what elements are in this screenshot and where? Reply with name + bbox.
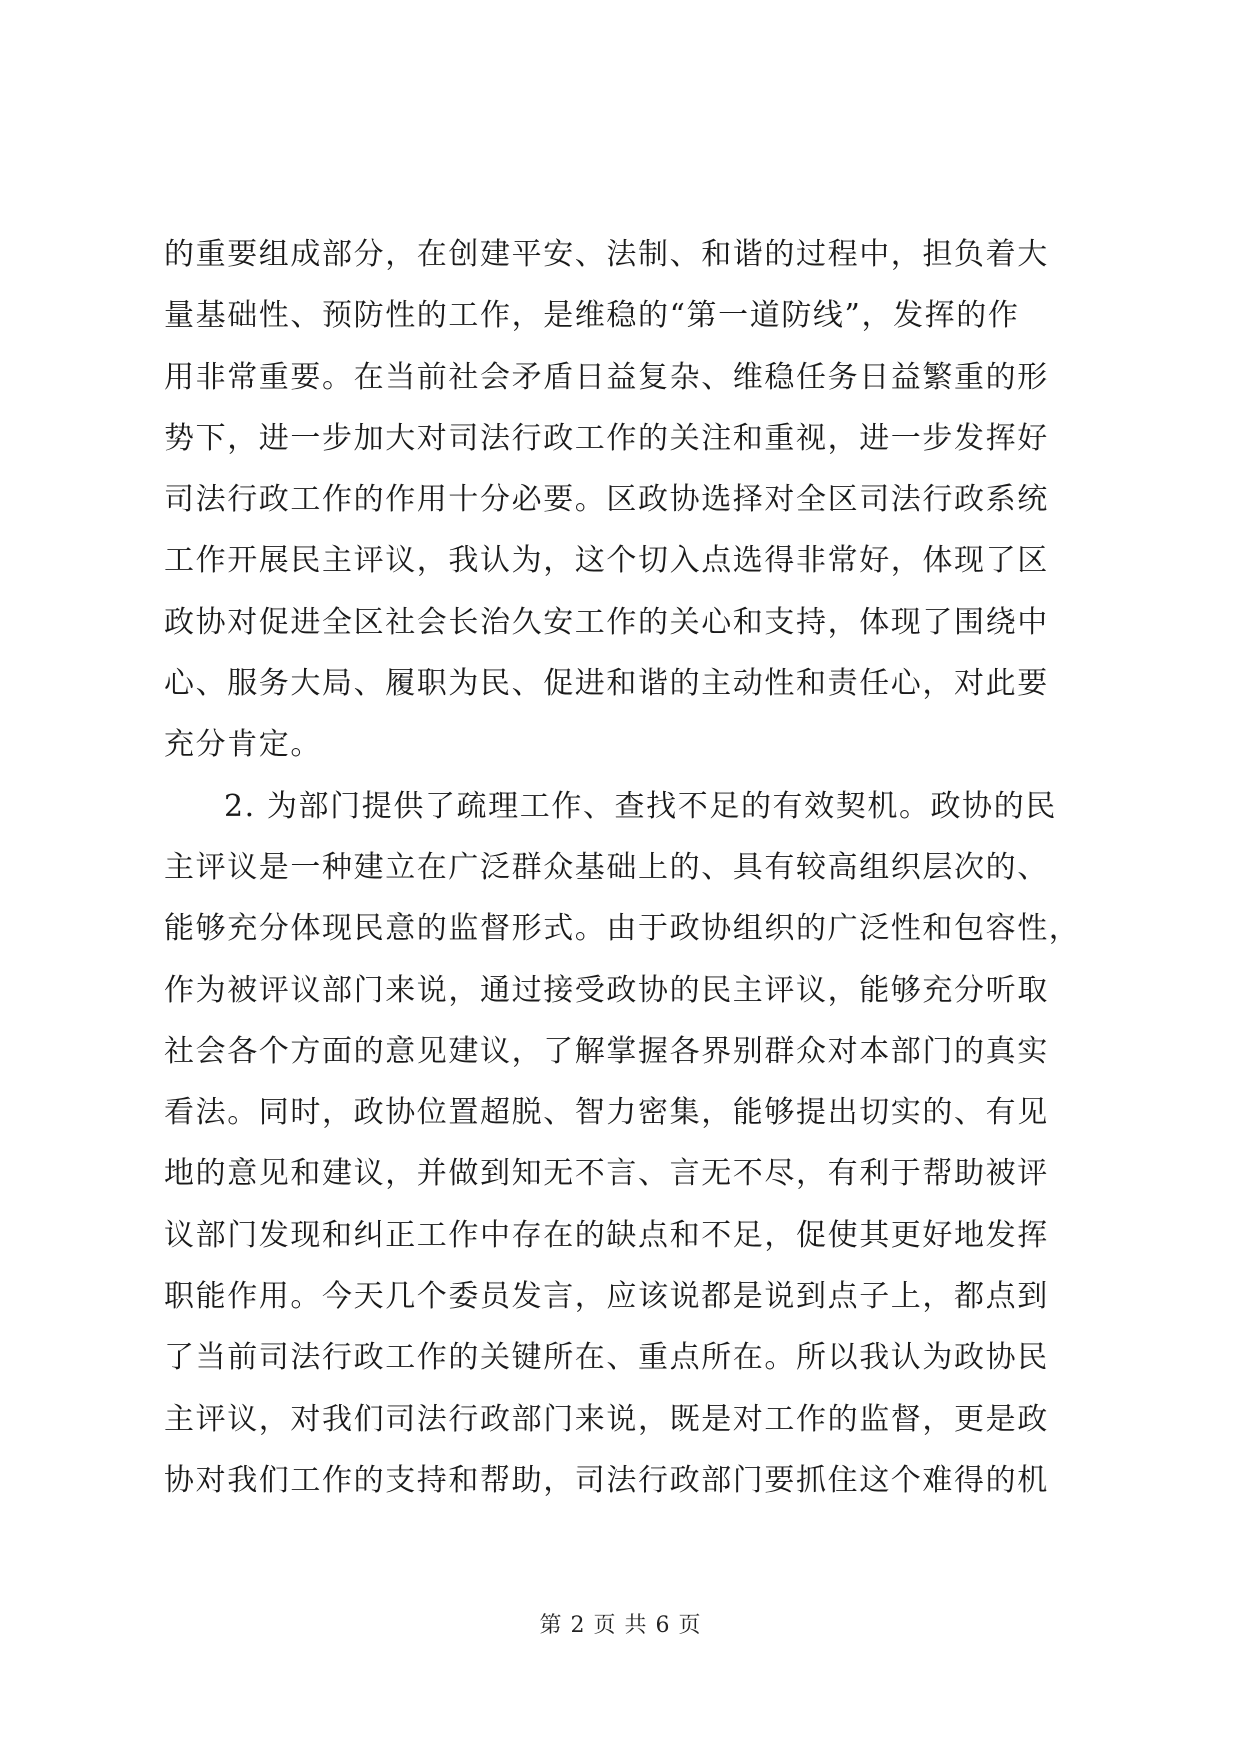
text-line: 协对我们工作的支持和帮助，司法行政部门要抓住这个难得的机 [164,1462,1049,1498]
text-line: 主评议是一种建立在广泛群众基础上的、具有较高组织层次的、 [164,849,1049,885]
text-line: 的重要组成部分，在创建平安、法制、和谐的过程中，担负着大 [164,237,1049,272]
text-line: 充分肯定。 [164,727,322,763]
page-number-footer: 第 2 页 共 6 页 [539,1613,702,1638]
text-line: 用非常重要。在当前社会矛盾日益复杂、维稳任务日益繁重的形 [164,359,1049,395]
text-line: 主评议，对我们司法行政部门来说，既是对工作的监督，更是政 [164,1401,1049,1437]
text-line: 心、服务大局、履职为民、促进和谐的主动性和责任心，对此要 [164,666,1049,702]
text-line: 量基础性、预防性的工作，是维稳的“第一道防线”，发挥的作 [164,298,1020,334]
text-line: 社会各个方面的意见建议，了解掌握各界别群众对本部门的真实 [164,1033,1049,1069]
text-line: 势下，进一步加大对司法行政工作的关注和重视，进一步发挥好 [164,420,1049,456]
text-line: 地的意见和建议，并做到知无不言、言无不尽，有利于帮助被评 [164,1156,1049,1192]
text-line: 了当前司法行政工作的关键所在、重点所在。所以我认为政协民 [164,1340,1049,1376]
text-line: 司法行政工作的作用十分必要。区政协选择对全区司法行政系统 [164,482,1049,518]
document-body [164,224,1094,1511]
text-line: 能够充分体现民意的监督形式。由于政协组织的广泛性和包容性， [164,911,1081,947]
text-line: 看法。同时，政协位置超脱、智力密集，能够提出切实的、有见 [164,1095,1049,1131]
text-line: 作为被评议部门来说，通过接受政协的民主评议，能够充分听取 [164,972,1049,1008]
text-line: 工作开展民主评议，我认为，这个切入点选得非常好，体现了区 [164,543,1049,579]
text-line: 2. 为部门提供了疏理工作、查找不足的有效契机。政协的民 [224,788,1057,824]
text-line: 政协对促进全区社会长治久安工作的关心和支持，体现了围绕中 [164,604,1049,640]
text-line: 议部门发现和纠正工作中存在的缺点和不足，促使其更好地发挥 [164,1217,1049,1253]
text-line: 职能作用。今天几个委员发言，应该说都是说到点子上，都点到 [164,1279,1049,1315]
